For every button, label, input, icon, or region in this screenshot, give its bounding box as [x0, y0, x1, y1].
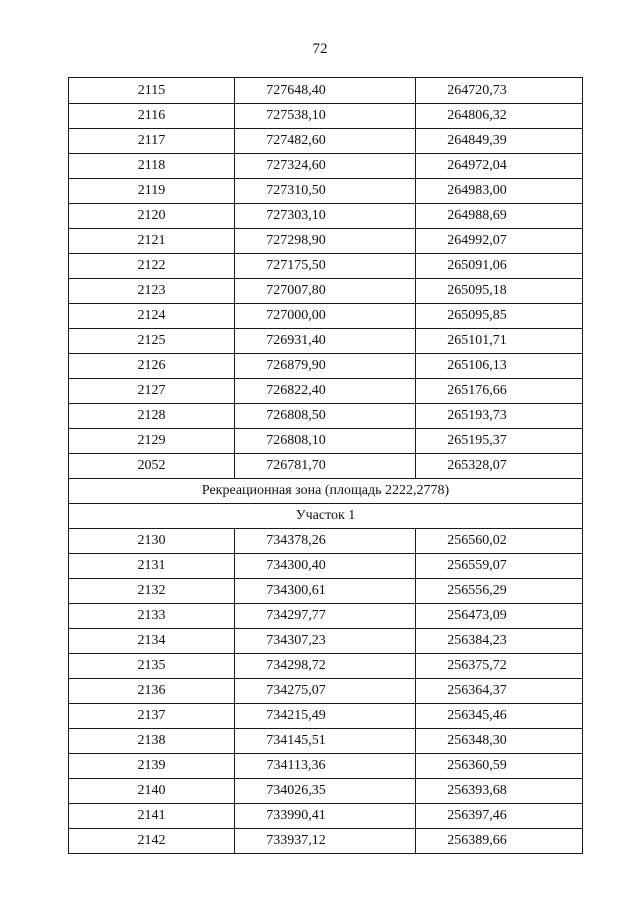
x-coordinate-cell: 734113,36 — [235, 754, 416, 779]
x-coordinate-cell: 726808,50 — [235, 404, 416, 429]
table-row — [69, 679, 583, 704]
x-coordinate-cell: 726781,70 — [235, 454, 416, 479]
y-coordinate-cell: 265091,06 — [416, 254, 583, 279]
point-number-cell: 2124 — [69, 304, 235, 329]
table-row — [69, 704, 583, 729]
point-number-cell: 2142 — [69, 829, 235, 854]
y-coordinate-cell: 264988,69 — [416, 204, 583, 229]
y-coordinate-cell: 256393,68 — [416, 779, 583, 804]
table-row — [69, 429, 583, 454]
point-number-cell: 2132 — [69, 579, 235, 604]
point-number-cell: 2139 — [69, 754, 235, 779]
y-coordinate-cell: 256556,29 — [416, 579, 583, 604]
x-coordinate-cell: 726879,90 — [235, 354, 416, 379]
y-coordinate-cell: 265176,66 — [416, 379, 583, 404]
point-number-cell: 2119 — [69, 179, 235, 204]
x-coordinate-cell: 734300,61 — [235, 579, 416, 604]
table-row — [69, 229, 583, 254]
x-coordinate-cell: 727482,60 — [235, 129, 416, 154]
table-row — [69, 279, 583, 304]
y-coordinate-cell: 256375,72 — [416, 654, 583, 679]
point-number-cell: 2116 — [69, 104, 235, 129]
point-number-cell: 2118 — [69, 154, 235, 179]
point-number-cell: 2134 — [69, 629, 235, 654]
x-coordinate-cell: 727324,60 — [235, 154, 416, 179]
coordinates-table-body — [69, 78, 583, 854]
x-coordinate-cell: 734145,51 — [235, 729, 416, 754]
point-number-cell: 2123 — [69, 279, 235, 304]
table-row — [69, 629, 583, 654]
table-row — [69, 604, 583, 629]
point-number-cell: 2135 — [69, 654, 235, 679]
y-coordinate-cell: 264849,39 — [416, 129, 583, 154]
y-coordinate-cell: 264992,07 — [416, 229, 583, 254]
table-row — [69, 129, 583, 154]
x-coordinate-cell: 734275,07 — [235, 679, 416, 704]
table-row — [69, 754, 583, 779]
table-row — [69, 254, 583, 279]
y-coordinate-cell: 265328,07 — [416, 454, 583, 479]
table-row — [69, 354, 583, 379]
x-coordinate-cell: 734378,26 — [235, 529, 416, 554]
table-row — [69, 579, 583, 604]
x-coordinate-cell: 727298,90 — [235, 229, 416, 254]
point-number-cell: 2122 — [69, 254, 235, 279]
x-coordinate-cell: 727007,80 — [235, 279, 416, 304]
table-row — [69, 329, 583, 354]
table-row — [69, 554, 583, 579]
point-number-cell: 2140 — [69, 779, 235, 804]
y-coordinate-cell: 256473,09 — [416, 604, 583, 629]
x-coordinate-cell: 734297,77 — [235, 604, 416, 629]
table-row — [69, 829, 583, 854]
table-row — [69, 379, 583, 404]
x-coordinate-cell: 734307,23 — [235, 629, 416, 654]
table-row — [69, 654, 583, 679]
y-coordinate-cell: 265095,18 — [416, 279, 583, 304]
coordinates-table — [68, 77, 583, 854]
point-number-cell: 2128 — [69, 404, 235, 429]
point-number-cell: 2141 — [69, 804, 235, 829]
table-row — [69, 529, 583, 554]
y-coordinate-cell: 256345,46 — [416, 704, 583, 729]
y-coordinate-cell: 265195,37 — [416, 429, 583, 454]
table-row — [69, 179, 583, 204]
point-number-cell: 2125 — [69, 329, 235, 354]
y-coordinate-cell: 264806,32 — [416, 104, 583, 129]
point-number-cell: 2127 — [69, 379, 235, 404]
y-coordinate-cell: 265193,73 — [416, 404, 583, 429]
x-coordinate-cell: 734298,72 — [235, 654, 416, 679]
table-row — [69, 204, 583, 229]
x-coordinate-cell: 726931,40 — [235, 329, 416, 354]
y-coordinate-cell: 264720,73 — [416, 78, 583, 104]
table-row — [69, 104, 583, 129]
point-number-cell: 2133 — [69, 604, 235, 629]
x-coordinate-cell: 726808,10 — [235, 429, 416, 454]
y-coordinate-cell: 256559,07 — [416, 554, 583, 579]
y-coordinate-cell: 256397,46 — [416, 804, 583, 829]
x-coordinate-cell: 727303,10 — [235, 204, 416, 229]
x-coordinate-cell: 733990,41 — [235, 804, 416, 829]
zone-heading-row — [69, 479, 583, 504]
table-row — [69, 454, 583, 479]
point-number-cell: 2136 — [69, 679, 235, 704]
x-coordinate-cell: 727000,00 — [235, 304, 416, 329]
plot-heading-row — [69, 504, 583, 529]
table-row — [69, 404, 583, 429]
y-coordinate-cell: 256360,59 — [416, 754, 583, 779]
y-coordinate-cell: 265106,13 — [416, 354, 583, 379]
table-row — [69, 154, 583, 179]
x-coordinate-cell: 734300,40 — [235, 554, 416, 579]
zone-heading: Рекреационная зона (площадь 2222,2778) — [69, 479, 583, 504]
x-coordinate-cell: 733937,12 — [235, 829, 416, 854]
point-number-cell: 2130 — [69, 529, 235, 554]
y-coordinate-cell: 265101,71 — [416, 329, 583, 354]
y-coordinate-cell: 256384,23 — [416, 629, 583, 654]
table-row — [69, 729, 583, 754]
y-coordinate-cell: 256364,37 — [416, 679, 583, 704]
x-coordinate-cell: 727175,50 — [235, 254, 416, 279]
y-coordinate-cell: 256348,30 — [416, 729, 583, 754]
page-number: 72 — [312, 41, 328, 57]
x-coordinate-cell: 726822,40 — [235, 379, 416, 404]
y-coordinate-cell: 264972,04 — [416, 154, 583, 179]
y-coordinate-cell: 265095,85 — [416, 304, 583, 329]
point-number-cell: 2120 — [69, 204, 235, 229]
x-coordinate-cell: 734215,49 — [235, 704, 416, 729]
table-row — [69, 804, 583, 829]
point-number-cell: 2138 — [69, 729, 235, 754]
plot-heading: Участок 1 — [69, 504, 583, 529]
x-coordinate-cell: 734026,35 — [235, 779, 416, 804]
table-row — [69, 304, 583, 329]
point-number-cell: 2131 — [69, 554, 235, 579]
point-number-cell: 2117 — [69, 129, 235, 154]
point-number-cell: 2126 — [69, 354, 235, 379]
table-row — [69, 779, 583, 804]
y-coordinate-cell: 256560,02 — [416, 529, 583, 554]
point-number-cell: 2115 — [69, 78, 235, 104]
x-coordinate-cell: 727648,40 — [235, 78, 416, 104]
table-row — [69, 78, 583, 104]
x-coordinate-cell: 727310,50 — [235, 179, 416, 204]
point-number-cell: 2052 — [69, 454, 235, 479]
x-coordinate-cell: 727538,10 — [235, 104, 416, 129]
y-coordinate-cell: 264983,00 — [416, 179, 583, 204]
point-number-cell: 2121 — [69, 229, 235, 254]
point-number-cell: 2129 — [69, 429, 235, 454]
point-number-cell: 2137 — [69, 704, 235, 729]
y-coordinate-cell: 256389,66 — [416, 829, 583, 854]
